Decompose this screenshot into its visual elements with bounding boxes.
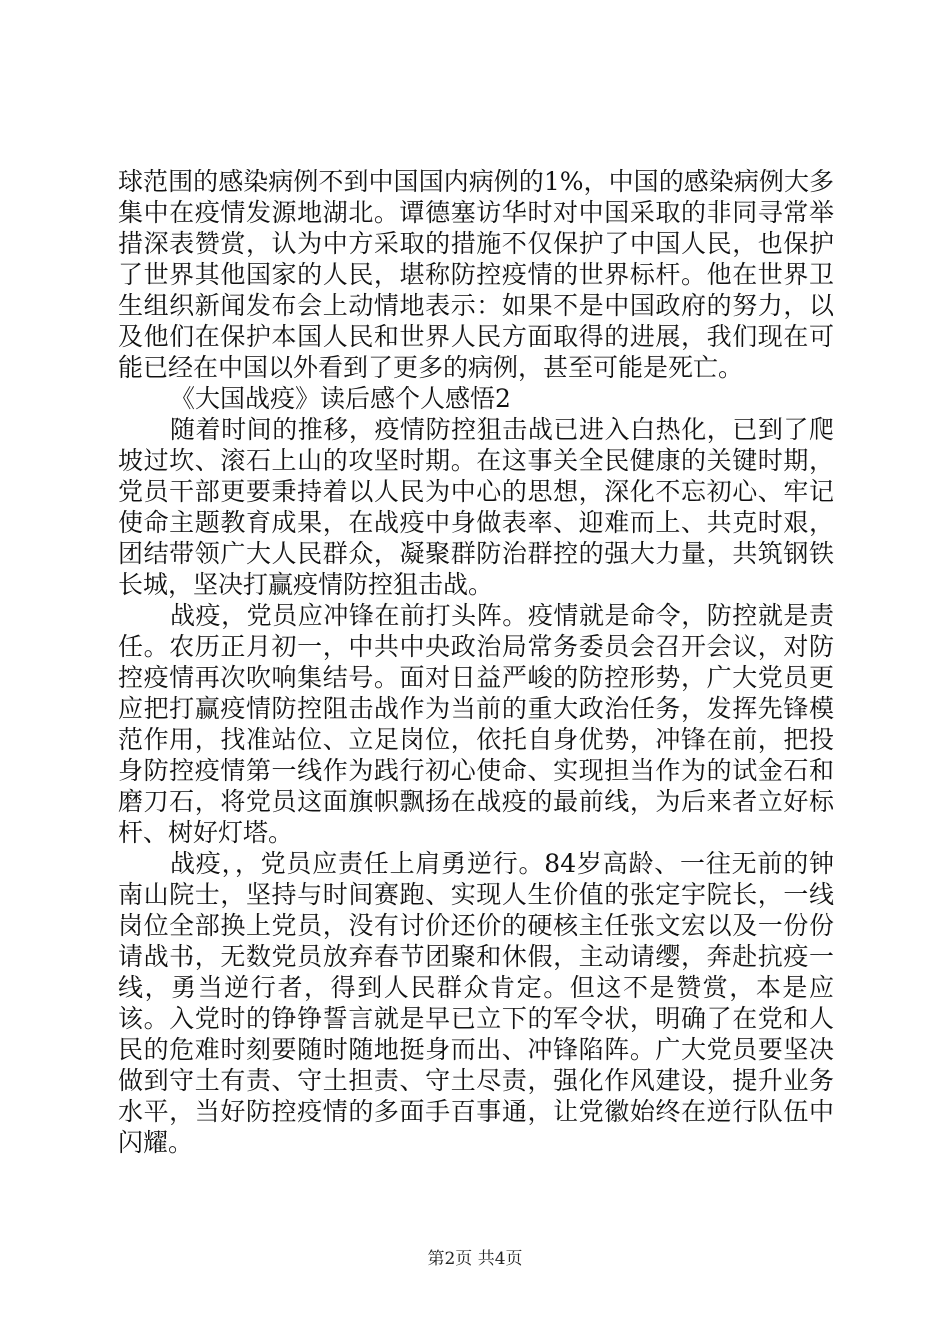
paragraph: 随着时间的推移，疫情防控狙击战已进入白热化，已到了爬坡过坎、滚石上山的攻坚时期。在这事关全民健康的关键时期，党员干部更要秉持着以人民为中心的思想，深化不忘初心、牢记使命主题教育成果，在战疫中身做表率、迎难而上、共克时艰，团结带领广大人民群众，凝聚群防治群控的强大力量，共筑钢铁长城，坚决打赢疫情防控狙击战。 — [118, 415, 834, 599]
paragraph: 战疫，，党员应责任上肩勇逆行。84岁高龄、一往无前的钟南山院士，坚持与时间赛跑、实现人生价值的张定宇院长，一线岗位全部换上党员，没有讨价还价的硬核主任张文宏以及一份份请战书，无数党员放弃春节团聚和休假，主动请缨，奔赴抗疫一线，勇当逆行者，得到人民群众肯定。但这不是赞赏，本是应该。入党时的铮铮誓言就是早已立下的军令状，明确了在党和人民的危难时刻要随时随地挺身而出、冲锋陷阵。广大党员要坚决做到守土有责、守土担责、守土尽责，强化作风建设，提升业务水平，当好防控疫情的多面手百事通，让党徽始终在逆行队伍中闪耀。 — [118, 849, 834, 1157]
document-body — [118, 166, 834, 1158]
section-heading: 《大国战疫》读后感个人感悟2 — [170, 384, 511, 413]
paragraph: 战疫，党员应冲锋在前打头阵。疫情就是命令，防控就是责任。农历正月初一，中共中央政治局常务委员会召开会议，对防控疫情再次吹响集结号。面对日益严峻的防控形势，广大党员更应把打赢疫情防控阻击战作为当前的重大政治任务，发挥先锋模范作用，找准站位、立足岗位，依托自身优势，冲锋在前，把投身防控疫情第一线作为践行初心使命、实现担当作为的试金石和磨刀石，将党员这面旗帜飘扬在战疫的最前线，为后来者立好标杆、树好灯塔。 — [118, 601, 834, 847]
page-footer: 第2页 共4页 — [427, 1249, 523, 1269]
paragraph-continuation: 球范围的感染病例不到中国国内病例的1%，中国的感染病例大多集中在疫情发源地湖北。谭德塞访华时对中国采取的非同寻常举措深表赞赏，认为中方采取的措施不仅保护了中国人民，也保护了世界其他国家的人民，堪称防控疫情的世界标杆。他在世界卫生组织新闻发布会上动情地表示：如果不是中国政府的努力，以及他们在保护本国人民和世界人民方面取得的进展，我们现在可能已经在中国以外看到了更多的病例，甚至可能是死亡。 — [118, 167, 834, 382]
